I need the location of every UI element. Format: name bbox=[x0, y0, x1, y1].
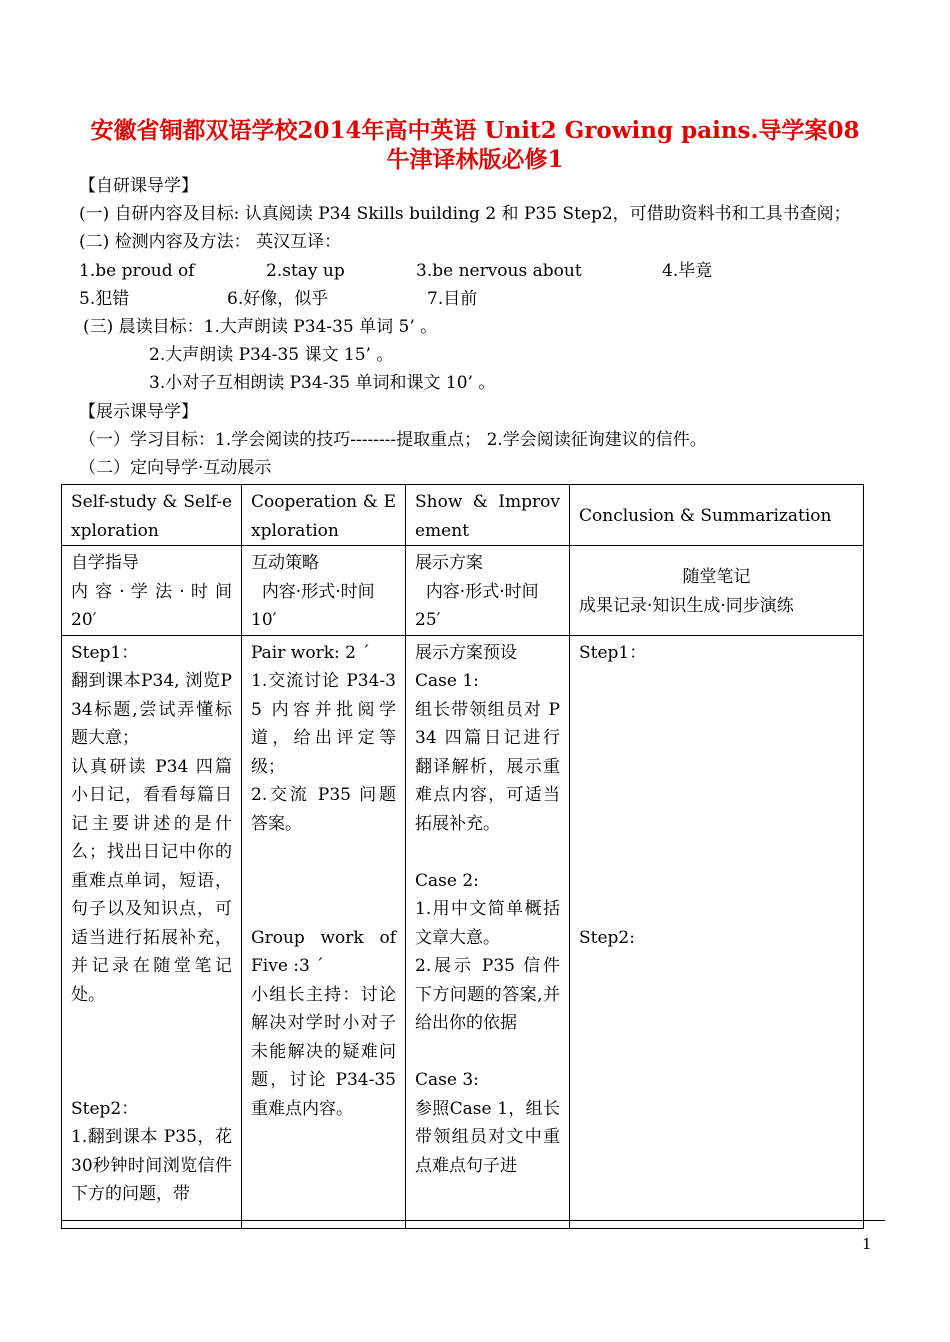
self-study-cell bbox=[62, 635, 242, 1228]
header-show: Show & Improvement bbox=[406, 485, 570, 546]
header-cooperation: Cooperation & Exploration bbox=[242, 485, 406, 546]
vocab-item-1: 1.be proud of bbox=[79, 261, 195, 281]
table-subheader-row bbox=[62, 546, 864, 636]
subheader-conclusion: 随堂笔记 成果记录·知识生成·同步演练 bbox=[570, 546, 864, 636]
guided-learning: （二）定向导学·互动展示 bbox=[79, 458, 272, 478]
page-number: 1 bbox=[862, 1235, 872, 1253]
vocab-item-6: 6.好像，似乎 bbox=[227, 289, 329, 309]
header-self-study: Self-study & Self-exploration bbox=[62, 485, 242, 546]
group-work: Group work of Five :3 ´ 小组长主持：讨论解决对学时小对子未能解决的疑难问题，讨论 P34-35 重难点内容。 bbox=[251, 927, 396, 1119]
learning-goal: （一）学习目标：1.学会阅读的技巧--------提取重点； 2.学会阅读征询建议的信件。 bbox=[79, 430, 707, 450]
notes-step1: Step1： bbox=[579, 642, 647, 663]
pair-work: Pair work: 2 ´ 1.交流讨论 P34-35 内容并批阅学道，给出评定等级； 2.交流 P35 问题答案。 bbox=[251, 642, 396, 834]
self-study-step1: Step1： 翻到课本P34, 浏览P34标题,尝试弄懂标题大意； 认真研读 P34 四篇小日记，看看每篇日记主要讲述的是什么；找出日记中你的重难点单词，短语，句子以及知识点，可适当进行拓展补充，并记录在随堂笔记处。 bbox=[71, 642, 232, 1005]
vocab-item-2: 2.stay up bbox=[266, 261, 345, 281]
self-study-item-2: (二) 检测内容及方法： 英汉互译： bbox=[79, 232, 342, 252]
self-study-step2: Step2： 1.翻到课本 P35，花30秒钟时间浏览信件下方的问题，带 bbox=[71, 1098, 232, 1204]
show-cell bbox=[406, 635, 570, 1228]
table-body-row bbox=[62, 635, 864, 1228]
vocab-item-4: 4.毕竟 bbox=[662, 261, 713, 281]
notes-step2: Step2: bbox=[579, 927, 635, 948]
conclusion-cell bbox=[570, 635, 864, 1228]
morning-reading-1: (三) 晨读目标：1.大声朗读 P34-35 单词 5’ 。 bbox=[83, 317, 438, 337]
display-header: 【展示课导学】 bbox=[79, 402, 198, 422]
subheader-self-study: 自学指导 内 容 · 学 法 · 时 间 20′ bbox=[62, 546, 242, 636]
vocab-item-5: 5.犯错 bbox=[79, 289, 130, 309]
vocab-item-7: 7.目前 bbox=[427, 289, 478, 309]
morning-reading-2: 2.大声朗读 P34-35 课文 15’ 。 bbox=[149, 345, 394, 365]
self-study-item-1: (一) 自研内容及目标: 认真阅读 P34 Skills building 2 和 P35 Step2，可借助资料书和工具书查阅； bbox=[79, 204, 851, 224]
show-cases: 展示方案预设 Case 1: 组长带领组员对 P34 四篇日记进行翻译解析，展示重难点内容，可适当拓展补充。 Case 2: 1.用中文简单概括文章大意。 2.展示 P35 信件下方问题的答案,并给出你的依据 Case 3: 参照Case 1，组长带领组员对文中重点难点句子进 bbox=[415, 642, 560, 1176]
subheader-show: 展示方案 内容·形式·时间 25′ bbox=[406, 546, 570, 636]
self-study-header: 【自研课导学】 bbox=[79, 176, 198, 196]
table-header-row bbox=[62, 485, 864, 546]
header-conclusion: Conclusion & Summarization bbox=[570, 485, 864, 546]
vocab-item-3: 3.be nervous about bbox=[416, 261, 582, 281]
lesson-table bbox=[61, 484, 864, 1229]
cooperation-cell bbox=[242, 635, 406, 1228]
document-title-line-2: 牛津译林版必修1 bbox=[386, 146, 564, 173]
subheader-cooperation: 互动策略 内容·形式·时间 10′ bbox=[242, 546, 406, 636]
morning-reading-3: 3.小对子互相朗读 P34-35 单词和课文 10’ 。 bbox=[149, 373, 496, 393]
footer-rule bbox=[61, 1220, 885, 1221]
document-title-line-1: 安徽省铜都双语学校2014年高中英语 Unit2 Growing pains.导学案08 bbox=[90, 117, 860, 144]
